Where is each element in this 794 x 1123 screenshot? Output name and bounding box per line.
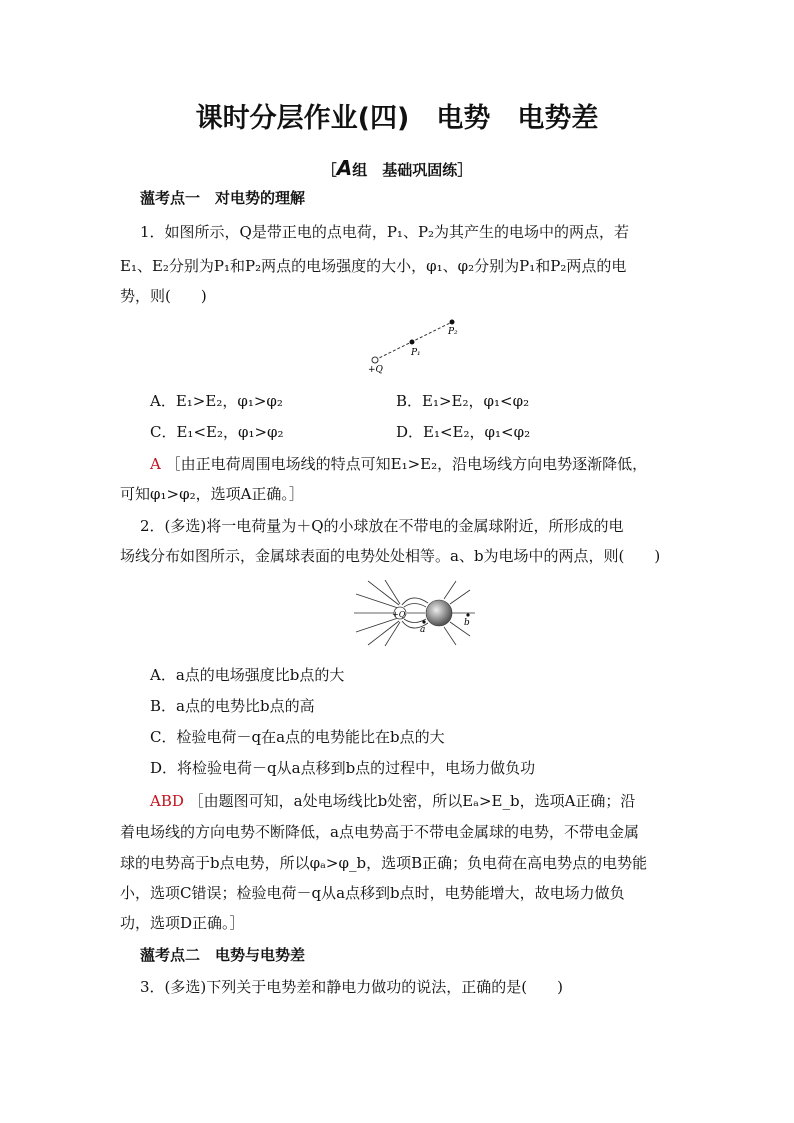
q1-figure-label-p1: P₁ bbox=[411, 348, 421, 358]
charge-q-marker bbox=[372, 357, 378, 363]
q1-explanation-text1: ［由正电荷周围电场线的特点可知E₁>E₂，沿电场线方向电势逐渐降低， bbox=[165, 455, 648, 473]
q2-option-d: D．将检验电荷－q从a点移到b点的过程中，电场力做负功 bbox=[150, 759, 536, 777]
p2-marker bbox=[450, 320, 455, 325]
q2-explanation-line3: 球的电势高于b点电势，所以φₐ>φ_b，选项B正确；负电荷在高电势点的电势能 bbox=[120, 854, 648, 872]
q2-explanation-line5: 功，选项D正确。］ bbox=[120, 914, 245, 932]
q1-option-b: B．E₁>E₂，φ₁<φ₂ bbox=[396, 392, 530, 410]
q2-figure-label-q: +Q bbox=[392, 610, 406, 619]
section-heading-2: 薀考点二 电势与电势差 bbox=[140, 946, 306, 964]
q1-answer: A bbox=[150, 455, 161, 473]
q2-explanation-line1 bbox=[150, 791, 635, 811]
q1-figure-label-p2: P₂ bbox=[448, 327, 458, 337]
point-a-marker bbox=[422, 620, 425, 623]
group-letter: A bbox=[336, 156, 353, 180]
q2-figure-label-b: b bbox=[464, 618, 470, 628]
group-bracket-open: ［ bbox=[321, 161, 337, 179]
q2-text-line1: 2．(多选)将一电荷量为＋Q的小球放在不带电的金属球附近，所形成的电 bbox=[140, 517, 624, 535]
group-label: 组 基础巩固练 bbox=[352, 161, 458, 179]
group-heading bbox=[0, 156, 794, 180]
q1-text-line2: E₁、E₂分别为P₁和P₂两点的电场强度的大小，φ₁、φ₂分别为P₁和P₂两点的电 bbox=[120, 257, 627, 275]
q3-text-line1: 3．(多选)下列关于电势差和静电力做功的说法，正确的是( ) bbox=[140, 978, 563, 996]
q1-option-a: A．E₁>E₂，φ₁>φ₂ bbox=[150, 392, 283, 410]
q2-explanation-line4: 小，选项C错误；检验电荷－q从a点移到b点时，电势能增大，故电场力做负 bbox=[120, 884, 625, 902]
point-b-marker bbox=[466, 613, 469, 616]
q2-option-c: C．检验电荷－q在a点的电势能比在b点的大 bbox=[150, 728, 445, 746]
q2-figure bbox=[352, 578, 478, 648]
section-heading-1: 薀考点一 对电势的理解 bbox=[140, 189, 306, 207]
q1-option-d: D．E₁<E₂，φ₁<φ₂ bbox=[396, 423, 531, 441]
q2-explanation-text1: ［由题图可知，a处电场线比b处密，所以Eₐ>E_b，选项A正确；沿 bbox=[188, 792, 636, 810]
q1-explanation-line2: 可知φ₁>φ₂，选项A正确。］ bbox=[120, 485, 304, 503]
q2-explanation-line2: 着电场线的方向电势不断降低，a点电势高于不带电金属球的电势，不带电金属 bbox=[120, 823, 639, 841]
q1-text-line3: 势，则( ) bbox=[120, 287, 207, 305]
q2-text-line2: 场线分布如图所示，金属球表面的电势处处相等。a、b为电场中的两点，则( ) bbox=[120, 547, 661, 565]
page-title: 课时分层作业(四) 电势 电势差 bbox=[195, 103, 599, 134]
group-bracket-close: ］ bbox=[457, 161, 473, 179]
metal-sphere bbox=[426, 600, 452, 626]
q2-option-a: A．a点的电场强度比b点的大 bbox=[150, 666, 345, 684]
q1-figure-label-q: +Q bbox=[368, 365, 383, 375]
q2-option-b: B．a点的电势比b点的高 bbox=[150, 697, 315, 715]
q2-figure-label-a: a bbox=[420, 625, 426, 635]
q2-answer: ABD bbox=[150, 792, 184, 810]
p1-marker bbox=[410, 340, 415, 345]
q1-option-c: C．E₁<E₂，φ₁>φ₂ bbox=[150, 423, 284, 441]
q1-figure bbox=[360, 314, 470, 376]
q1-text-line1: 1．如图所示，Q是带正电的点电荷，P₁、P₂为其产生的电场中的两点，若 bbox=[140, 223, 630, 241]
q1-explanation-line1 bbox=[150, 454, 647, 474]
